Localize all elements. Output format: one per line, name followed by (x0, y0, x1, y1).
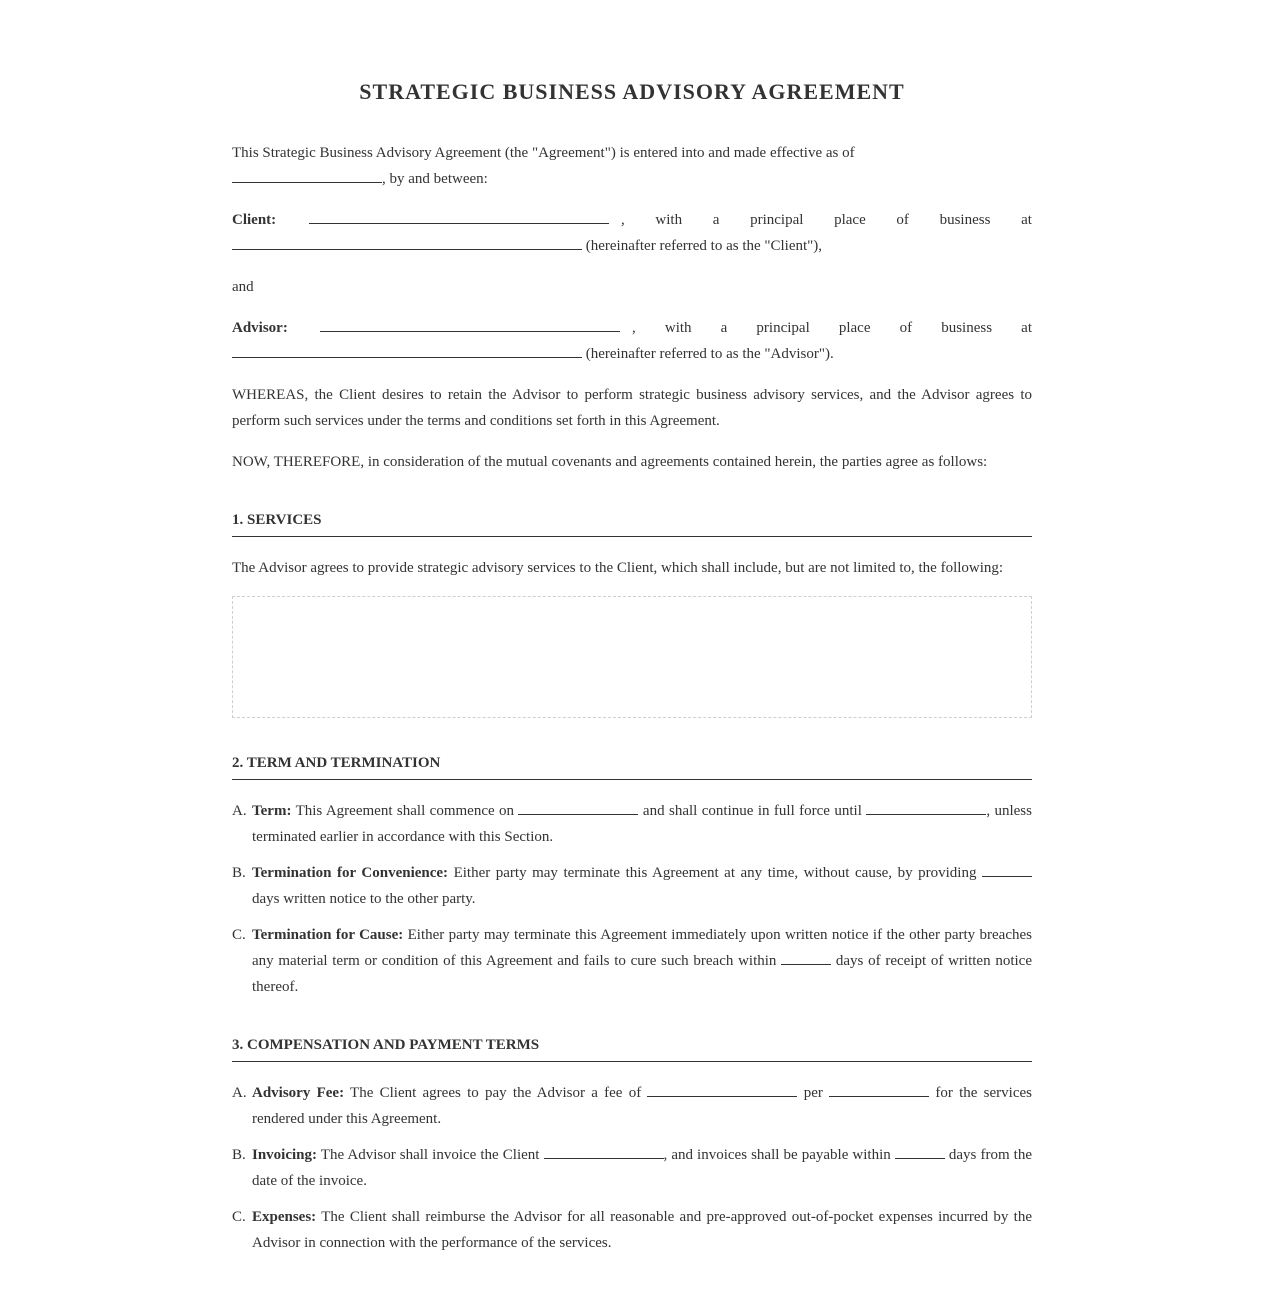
agreement-page (232, 0, 1032, 1256)
and-text: and (232, 279, 254, 295)
intro-paragraph (232, 140, 1032, 192)
compensation-item-a: A. Advisory Fee: The Client agrees to pay the Advisor a fee of per for the services rendered under this Agreement. (232, 1080, 1032, 1132)
convenience-notice-days-field[interactable] (982, 861, 1032, 877)
client-line-words: , with a principal place of business at (621, 212, 1032, 228)
advisor-address-field[interactable] (232, 342, 582, 358)
term-heading: 2. TERM AND TERMINATION (232, 753, 1032, 780)
term-item-a: A. Term: This Agreement shall commence on and shall continue in full force until , unless terminated earlier in accordance with this Section. (232, 798, 1032, 850)
compensation-item-c: C. Expenses: The Client shall reimburse the Advisor for all reasonable and pre-approved out-of-pocket expenses incurred by the Advisor in connection with the performance of the services. (232, 1209, 1032, 1251)
term-start-date-field[interactable] (518, 799, 638, 815)
client-label: Client: (232, 212, 277, 228)
advisor-name-field[interactable] (320, 316, 620, 332)
term-item-c: C. Termination for Cause: Either party may terminate this Agreement immediately upon written notice if the other party breaches any material term or condition of this Agreement and fails to cure such breach within days of receipt of written notice thereof. (232, 927, 1032, 995)
cure-days-field[interactable] (781, 949, 831, 965)
client-suffix: (hereinafter referred to as the "Client"), (585, 238, 823, 254)
client-block (232, 207, 1032, 259)
term-end-date-field[interactable] (866, 799, 986, 815)
compensation-item-b: B. Invoicing: The Advisor shall invoice the Client , and invoices shall be payable within days from the date of the invoice. (232, 1142, 1032, 1194)
compensation-heading: 3. COMPENSATION AND PAYMENT TERMS (232, 1035, 1032, 1062)
intro-tail: , by and between: (382, 171, 488, 187)
client-address-field[interactable] (232, 234, 582, 250)
services-text: The Advisor agrees to provide strategic advisory services to the Client, which shall include, but are not limited to, the following: (232, 560, 1004, 576)
payment-days-field[interactable] (895, 1143, 945, 1159)
fee-amount-field[interactable] (647, 1081, 797, 1097)
advisor-line-words: , with a principal place of business at (632, 320, 1032, 336)
whereas-paragraph: WHEREAS, the Client desires to retain the Advisor to perform strategic business advisory services, and the Advisor agrees to perform such services under the terms and conditions set forth in this Agreement. (232, 387, 1032, 429)
services-heading: 1. SERVICES (232, 510, 1032, 537)
fee-period-field[interactable] (829, 1081, 929, 1097)
advisor-suffix: (hereinafter referred to as the "Advisor"). (585, 346, 834, 362)
term-item-b: B. Termination for Convenience: Either party may terminate this Agreement at any time, without cause, by providing days written notice to the other party. (232, 860, 1032, 912)
invoice-frequency-field[interactable] (544, 1143, 664, 1159)
document-title: STRATEGIC BUSINESS ADVISORY AGREEMENT (359, 79, 905, 104)
services-textarea[interactable] (232, 596, 1032, 718)
intro-text: This Strategic Business Advisory Agreement (the "Agreement") is entered into and made effective as of (232, 145, 855, 161)
now-therefore-paragraph: NOW, THEREFORE, in consideration of the mutual covenants and agreements contained herein, the parties agree as follows: (232, 454, 988, 470)
client-name-field[interactable] (309, 208, 609, 224)
advisor-block (232, 315, 1032, 367)
advisor-label: Advisor: (232, 320, 288, 336)
effective-date-field[interactable] (232, 167, 382, 183)
